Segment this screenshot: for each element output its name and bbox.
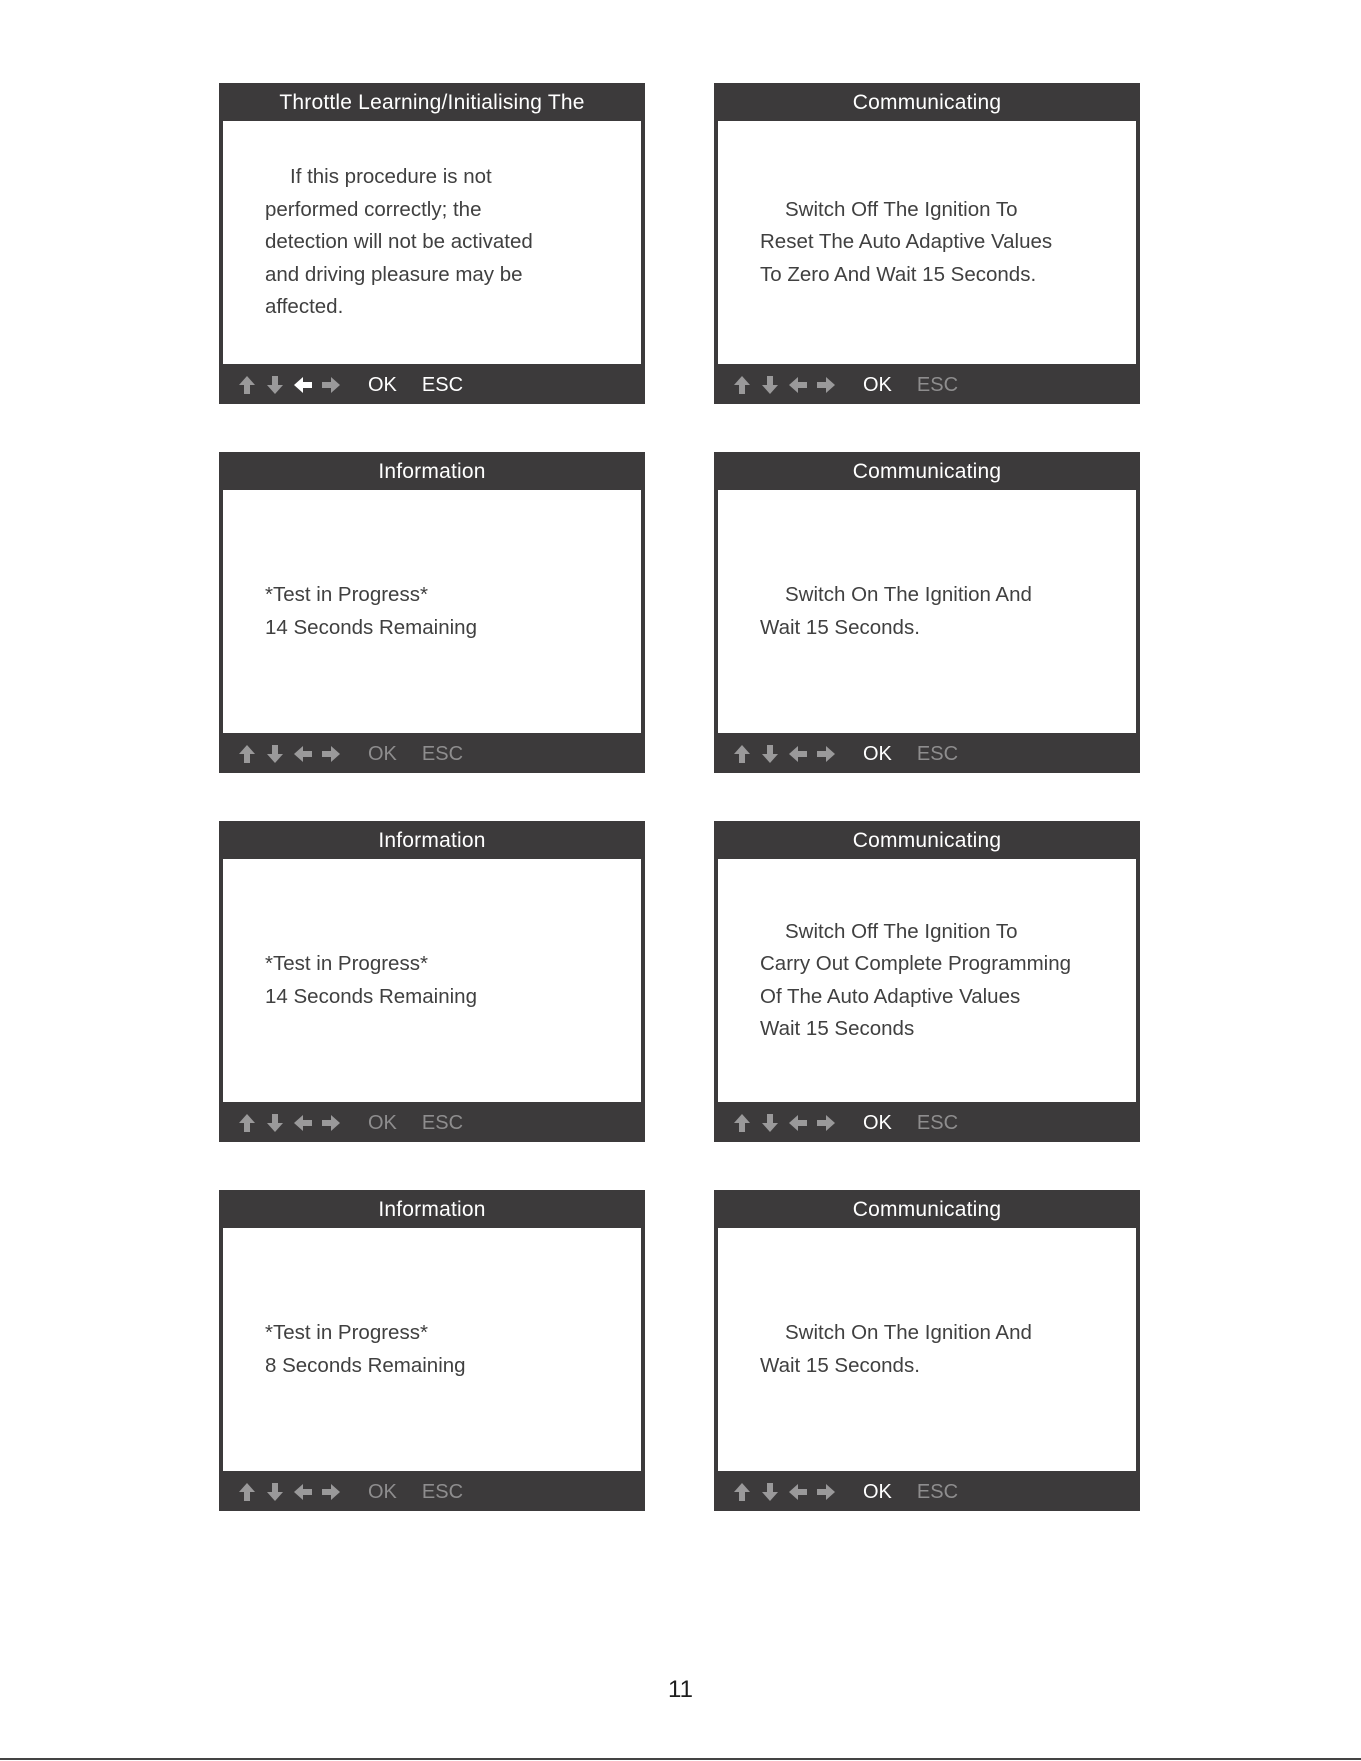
countdown-line: 14 Seconds Remaining	[265, 615, 477, 639]
screen-title: Throttle Learning/Initialising The	[279, 91, 585, 114]
arrow-right-icon[interactable]	[320, 743, 342, 765]
screen-body	[718, 859, 1136, 1102]
arrow-left-icon[interactable]	[292, 743, 314, 765]
message-line: To Zero And Wait 15 Seconds.	[760, 262, 1037, 286]
arrow-left-icon[interactable]	[292, 1481, 314, 1503]
screen-throttle-learning	[219, 83, 645, 404]
screen-title: Communicating	[852, 1198, 1002, 1221]
arrow-right-icon[interactable]	[320, 1112, 342, 1134]
message-line: If this procedure is not	[290, 165, 492, 189]
message-line: Of The Auto Adaptive Values	[760, 984, 1021, 1008]
status-line: *Test in Progress*	[265, 952, 428, 975]
message-line: Switch On The Ignition And	[785, 583, 1032, 606]
arrow-down-icon[interactable]	[264, 1112, 286, 1134]
message-line: performed correctly; the	[265, 197, 482, 221]
screen-body	[223, 1228, 641, 1471]
screen-body	[718, 121, 1136, 364]
screen-body	[223, 121, 641, 364]
ok-key[interactable]: OK	[368, 1111, 397, 1134]
message-line: Switch Off The Ignition To	[785, 919, 1018, 943]
key-hint-bar	[714, 366, 1140, 404]
key-hint-bar	[219, 735, 645, 773]
key-hint-bar	[219, 1473, 645, 1511]
esc-key[interactable]: ESC	[916, 1111, 959, 1134]
screen-communicating-reset	[714, 83, 1140, 404]
arrow-right-icon[interactable]	[815, 374, 837, 396]
arrow-right-icon[interactable]	[815, 1112, 837, 1134]
esc-key[interactable]: ESC	[421, 742, 464, 765]
screen-body	[223, 859, 641, 1102]
status-line: *Test in Progress*	[265, 1321, 428, 1344]
screen-information-progress	[219, 821, 645, 1142]
screen-title: Information	[378, 829, 486, 852]
screen-title: Information	[378, 1198, 486, 1221]
ok-key[interactable]: OK	[863, 1111, 892, 1134]
key-hint-bar	[219, 1104, 645, 1142]
screen-title: Communicating	[852, 829, 1002, 852]
screen-communicating-ignition-on	[714, 1190, 1140, 1511]
screen-body	[718, 490, 1136, 733]
arrow-left-icon[interactable]	[787, 374, 809, 396]
arrow-down-icon[interactable]	[759, 1481, 781, 1503]
message-line: affected.	[265, 295, 344, 319]
arrow-down-icon[interactable]	[759, 1112, 781, 1134]
key-hint-bar	[714, 735, 1140, 773]
ok-key[interactable]: OK	[863, 1480, 892, 1503]
arrow-left-icon[interactable]	[787, 743, 809, 765]
arrow-right-icon[interactable]	[320, 374, 342, 396]
message-line: Wait 15 Seconds.	[760, 1353, 920, 1377]
key-hint-bar	[714, 1473, 1140, 1511]
bottom-rule	[0, 1758, 1361, 1760]
screen-communicating-programming	[714, 821, 1140, 1142]
message-line: and driving pleasure may be	[265, 262, 523, 286]
page-number: 11	[668, 1676, 693, 1703]
screen-title: Information	[378, 460, 486, 483]
screen-information-progress	[219, 1190, 645, 1511]
esc-key[interactable]: ESC	[916, 1480, 959, 1503]
esc-key[interactable]: ESC	[421, 373, 464, 396]
esc-key[interactable]: ESC	[916, 742, 959, 765]
arrow-right-icon[interactable]	[320, 1481, 342, 1503]
esc-key[interactable]: ESC	[421, 1480, 464, 1503]
ok-key[interactable]: OK	[368, 1480, 397, 1503]
screen-body	[223, 490, 641, 733]
screen-title: Communicating	[852, 91, 1002, 114]
arrow-up-icon[interactable]	[236, 743, 258, 765]
status-line: *Test in Progress*	[265, 583, 428, 606]
arrow-up-icon[interactable]	[236, 374, 258, 396]
countdown-line: 14 Seconds Remaining	[265, 984, 477, 1008]
esc-key[interactable]: ESC	[421, 1111, 464, 1134]
ok-key[interactable]: OK	[368, 373, 397, 396]
arrow-up-icon[interactable]	[731, 1481, 753, 1503]
arrow-up-icon[interactable]	[731, 743, 753, 765]
arrow-left-icon[interactable]	[292, 374, 314, 396]
countdown-line: 8 Seconds Remaining	[265, 1353, 466, 1377]
arrow-left-icon[interactable]	[292, 1112, 314, 1134]
ok-key[interactable]: OK	[863, 742, 892, 765]
screen-title: Communicating	[852, 460, 1002, 483]
arrow-up-icon[interactable]	[731, 374, 753, 396]
arrow-down-icon[interactable]	[759, 374, 781, 396]
arrow-up-icon[interactable]	[731, 1112, 753, 1134]
arrow-left-icon[interactable]	[787, 1481, 809, 1503]
message-line: Switch Off The Ignition To	[785, 197, 1018, 221]
arrow-down-icon[interactable]	[264, 1481, 286, 1503]
key-hint-bar	[219, 366, 645, 404]
message-line: Wait 15 Seconds.	[760, 615, 920, 639]
arrow-left-icon[interactable]	[787, 1112, 809, 1134]
message-line: Wait 15 Seconds	[760, 1017, 915, 1040]
arrow-down-icon[interactable]	[759, 743, 781, 765]
ok-key[interactable]: OK	[368, 742, 397, 765]
arrow-down-icon[interactable]	[264, 374, 286, 396]
arrow-up-icon[interactable]	[236, 1112, 258, 1134]
ok-key[interactable]: OK	[863, 373, 892, 396]
screen-information-progress	[219, 452, 645, 773]
message-line: Reset The Auto Adaptive Values	[760, 230, 1053, 254]
arrow-right-icon[interactable]	[815, 1481, 837, 1503]
message-line: detection will not be activated	[265, 230, 533, 254]
esc-key[interactable]: ESC	[916, 373, 959, 396]
arrow-up-icon[interactable]	[236, 1481, 258, 1503]
arrow-down-icon[interactable]	[264, 743, 286, 765]
message-line: Switch On The Ignition And	[785, 1321, 1032, 1344]
message-line: Carry Out Complete Programming	[760, 952, 1072, 975]
key-hint-bar	[714, 1104, 1140, 1142]
arrow-right-icon[interactable]	[815, 743, 837, 765]
screen-communicating-ignition-on	[714, 452, 1140, 773]
screen-body	[718, 1228, 1136, 1471]
